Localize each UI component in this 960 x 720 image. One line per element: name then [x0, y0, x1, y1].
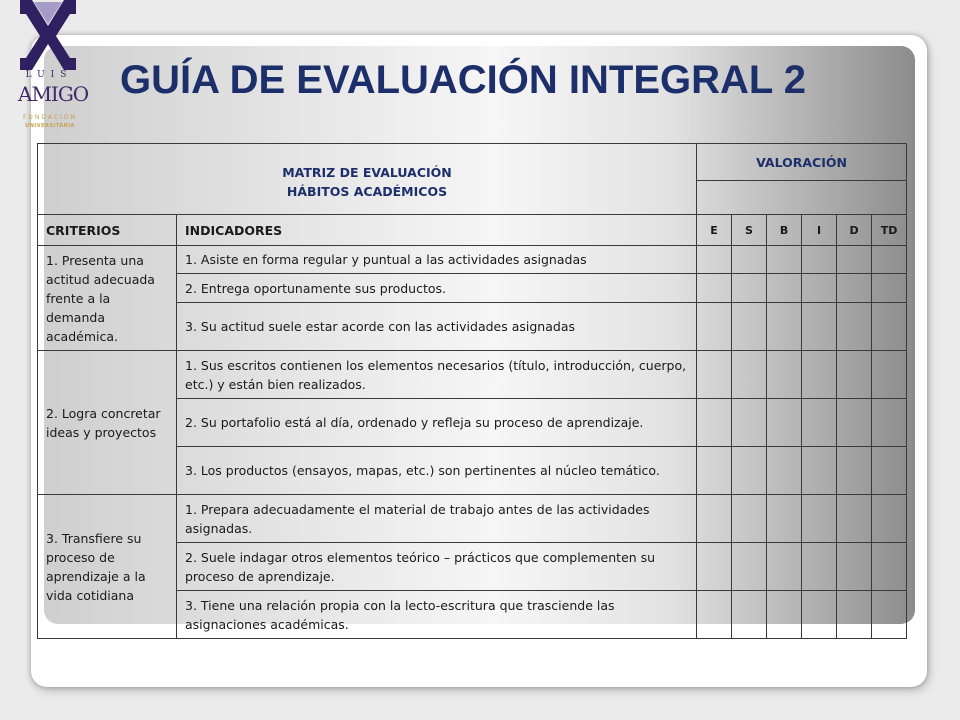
- criterion-cell: 1. Presenta una actitud adecuada frente a la demanda académica.: [38, 246, 177, 351]
- matrix-heading-line2: HÁBITOS ACADÉMICOS: [286, 184, 448, 199]
- score-cell-d[interactable]: [837, 543, 872, 591]
- logo-subtitle-2: UNIVERSITARIA: [25, 123, 75, 129]
- indicator-cell: 1. Prepara adecuadamente el material de trabajo antes de las actividades asignadas.: [177, 495, 697, 543]
- score-cell-e[interactable]: [697, 351, 732, 399]
- valuation-blank-row: [697, 181, 907, 215]
- score-cell-b[interactable]: [767, 447, 802, 495]
- score-cell-i[interactable]: [802, 543, 837, 591]
- criteria-header: CRITERIOS: [38, 215, 177, 246]
- score-cell-b[interactable]: [767, 591, 802, 639]
- score-cell-b[interactable]: [767, 246, 802, 274]
- score-cell-b[interactable]: [767, 351, 802, 399]
- scale-header-td: TD: [872, 215, 907, 246]
- indicator-cell: 2. Entrega oportunamente sus productos.: [177, 274, 697, 303]
- score-cell-d[interactable]: [837, 246, 872, 274]
- score-cell-d[interactable]: [837, 447, 872, 495]
- score-cell-i[interactable]: [802, 274, 837, 303]
- score-cell-b[interactable]: [767, 274, 802, 303]
- scale-header-i: I: [802, 215, 837, 246]
- score-cell-b[interactable]: [767, 303, 802, 351]
- scale-header-e: E: [697, 215, 732, 246]
- table-row: [38, 351, 907, 399]
- indicator-cell: 3. Los productos (ensayos, mapas, etc.) son pertinentes al núcleo temático.: [177, 447, 697, 495]
- score-cell-s[interactable]: [732, 303, 767, 351]
- score-cell-e[interactable]: [697, 543, 732, 591]
- matrix-heading-line1: MATRIZ DE EVALUACIÓN: [282, 165, 452, 180]
- score-cell-td[interactable]: [872, 543, 907, 591]
- score-cell-td[interactable]: [872, 447, 907, 495]
- score-cell-s[interactable]: [732, 351, 767, 399]
- score-cell-d[interactable]: [837, 591, 872, 639]
- score-cell-d[interactable]: [837, 399, 872, 447]
- score-cell-i[interactable]: [802, 399, 837, 447]
- scale-header-b: B: [767, 215, 802, 246]
- score-cell-s[interactable]: [732, 274, 767, 303]
- scale-header-s: S: [732, 215, 767, 246]
- indicator-cell: 3. Su actitud suele estar acorde con las actividades asignadas: [177, 303, 697, 351]
- university-logo: [12, 0, 89, 140]
- score-cell-td[interactable]: [872, 351, 907, 399]
- score-cell-e[interactable]: [697, 447, 732, 495]
- score-cell-e[interactable]: [697, 495, 732, 543]
- indicator-cell: 3. Tiene una relación propia con la lecto-escritura que trasciende las asignaciones académicas.: [177, 591, 697, 639]
- score-cell-s[interactable]: [732, 399, 767, 447]
- criterion-cell: 2. Logra concretar ideas y proyectos: [38, 351, 177, 495]
- score-cell-s[interactable]: [732, 495, 767, 543]
- matrix-heading: [38, 144, 697, 215]
- logo-word: AMIGO: [18, 82, 89, 106]
- score-cell-i[interactable]: [802, 495, 837, 543]
- score-cell-d[interactable]: [837, 495, 872, 543]
- score-cell-d[interactable]: [837, 351, 872, 399]
- logo-emblem-icon: [12, 0, 84, 70]
- indicator-cell: 2. Su portafolio está al día, ordenado y refleja su proceso de aprendizaje.: [177, 399, 697, 447]
- logo-subtitle-1: FUNDACIÓN: [22, 114, 77, 121]
- score-cell-s[interactable]: [732, 543, 767, 591]
- score-cell-td[interactable]: [872, 399, 907, 447]
- score-cell-s[interactable]: [732, 246, 767, 274]
- score-cell-td[interactable]: [872, 495, 907, 543]
- table-row: [38, 495, 907, 543]
- score-cell-e[interactable]: [697, 591, 732, 639]
- score-cell-i[interactable]: [802, 447, 837, 495]
- score-cell-d[interactable]: [837, 274, 872, 303]
- criterion-cell: 3. Transfiere su proceso de aprendizaje a la vida cotidiana: [38, 495, 177, 639]
- score-cell-b[interactable]: [767, 399, 802, 447]
- score-cell-td[interactable]: [872, 303, 907, 351]
- score-cell-s[interactable]: [732, 591, 767, 639]
- scale-header-d: D: [837, 215, 872, 246]
- indicators-header: INDICADORES: [177, 215, 697, 246]
- score-cell-i[interactable]: [802, 591, 837, 639]
- indicator-cell: 2. Suele indagar otros elementos teórico – prácticos que complementen su proceso de aprendizaje.: [177, 543, 697, 591]
- table-row: [38, 246, 907, 274]
- score-cell-e[interactable]: [697, 274, 732, 303]
- evaluation-matrix: [37, 143, 907, 639]
- score-cell-td[interactable]: [872, 591, 907, 639]
- score-cell-e[interactable]: [697, 399, 732, 447]
- score-cell-td[interactable]: [872, 274, 907, 303]
- indicator-cell: 1. Asiste en forma regular y puntual a las actividades asignadas: [177, 246, 697, 274]
- indicator-cell: 1. Sus escritos contienen los elementos necesarios (título, introducción, cuerpo, etc.) y están bien realizados.: [177, 351, 697, 399]
- valuation-header: VALORACIÓN: [697, 144, 907, 181]
- score-cell-i[interactable]: [802, 246, 837, 274]
- page-title: GUÍA DE EVALUACIÓN INTEGRAL 2: [120, 58, 806, 102]
- score-cell-b[interactable]: [767, 543, 802, 591]
- score-cell-d[interactable]: [837, 303, 872, 351]
- score-cell-s[interactable]: [732, 447, 767, 495]
- score-cell-i[interactable]: [802, 351, 837, 399]
- logo-name: LUIS: [25, 70, 73, 80]
- score-cell-b[interactable]: [767, 495, 802, 543]
- score-cell-td[interactable]: [872, 246, 907, 274]
- score-cell-e[interactable]: [697, 246, 732, 274]
- score-cell-e[interactable]: [697, 303, 732, 351]
- score-cell-i[interactable]: [802, 303, 837, 351]
